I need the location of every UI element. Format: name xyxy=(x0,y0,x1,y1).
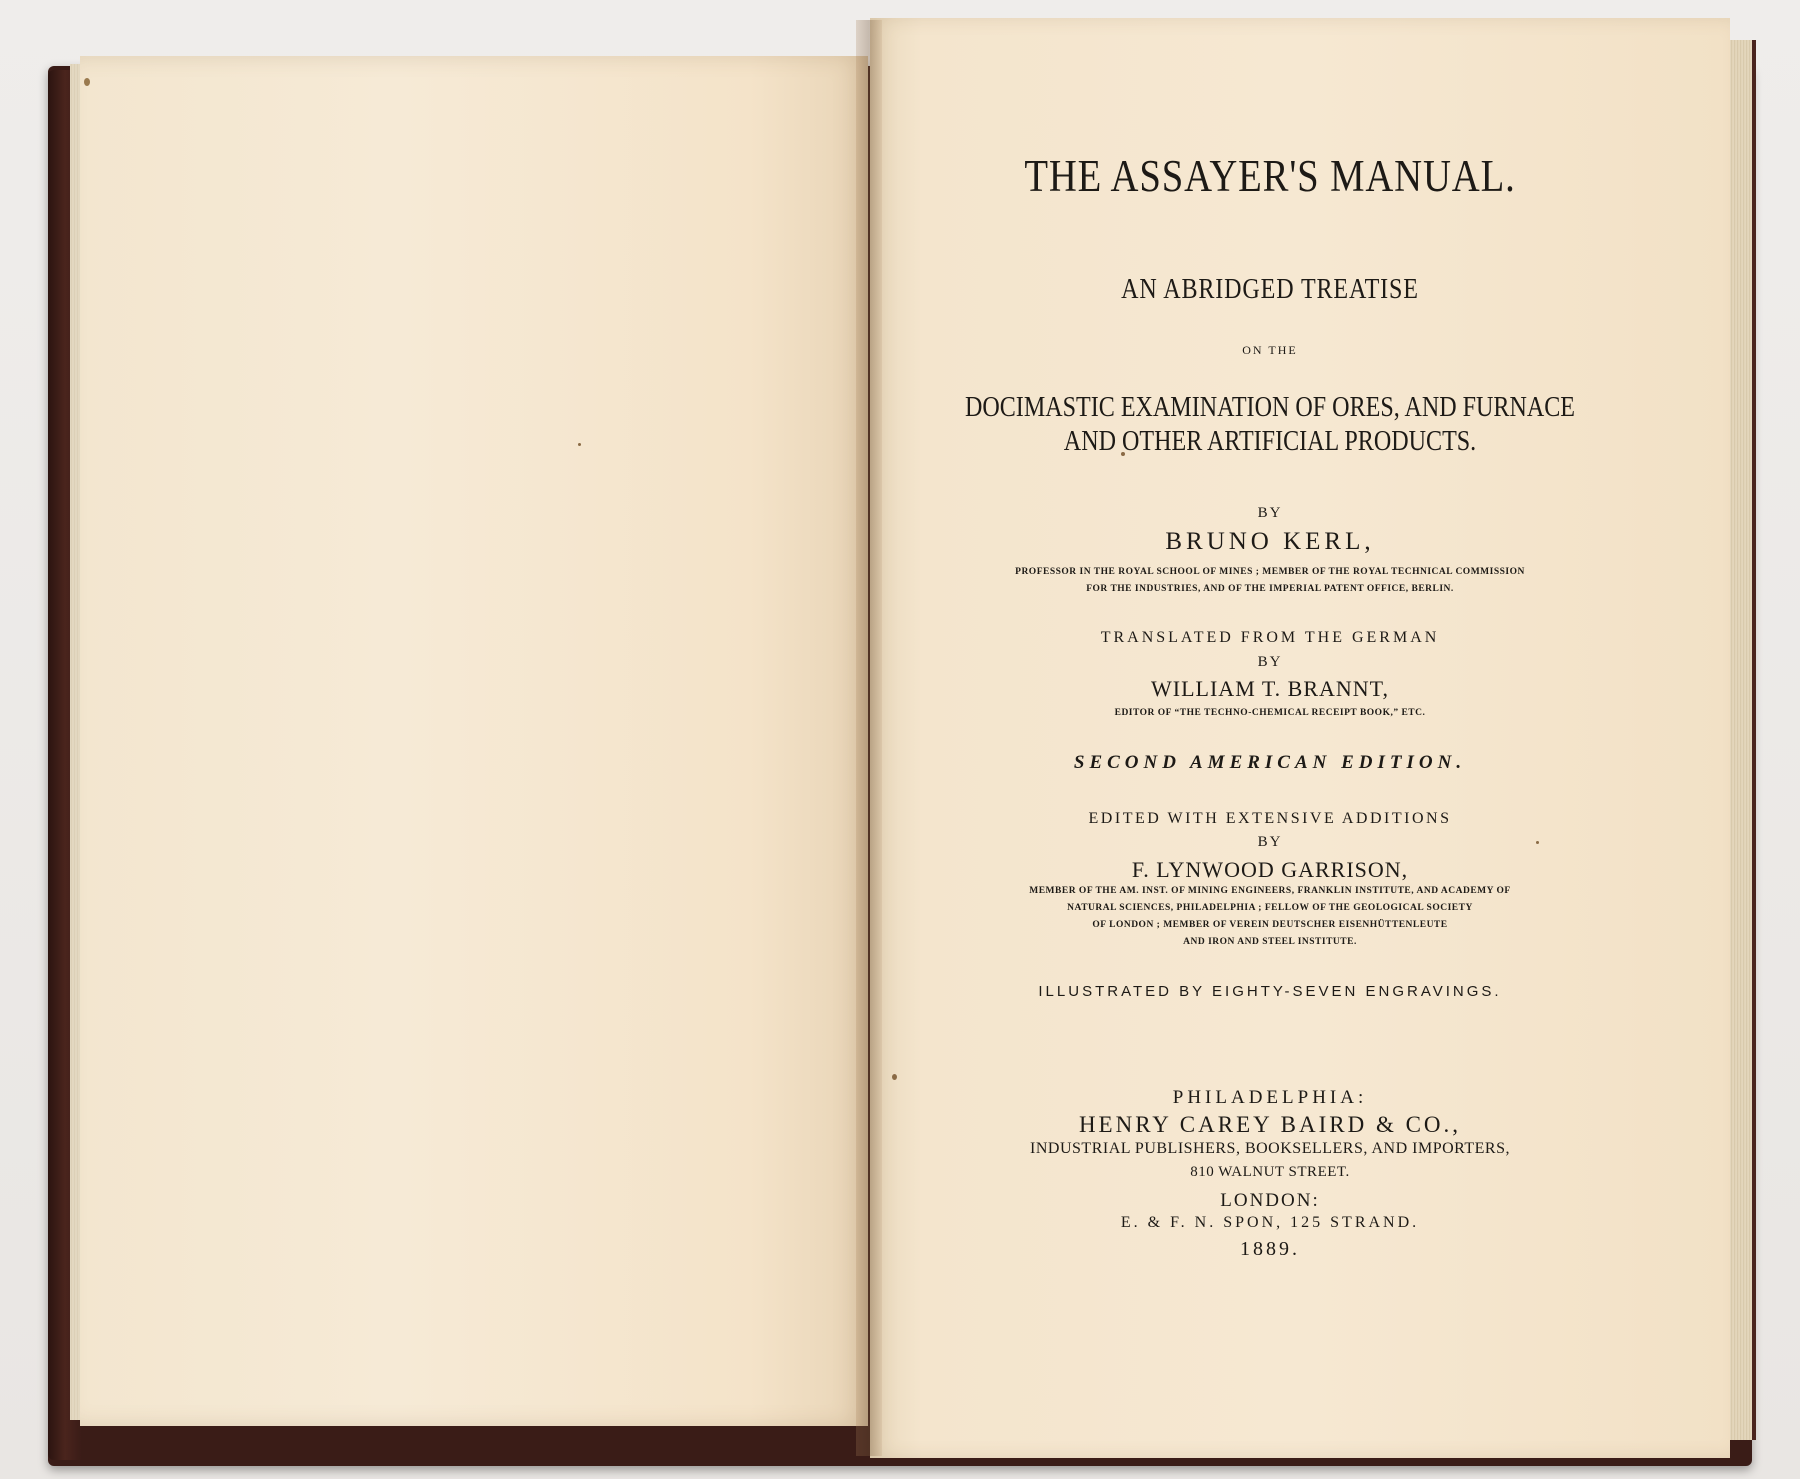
editor-credentials-2: NATURAL SCIENCES, PHILADELPHIA ; FELLOW OF THE GEOLOGICAL SOCIETY xyxy=(1067,903,1473,913)
publication-year: 1889. xyxy=(1240,1238,1300,1260)
author-credentials-1: PROFESSOR IN THE ROYAL SCHOOL OF MINES ; MEMBER OF THE ROYAL TECHNICAL COMMISSION xyxy=(1015,567,1525,577)
author-name: BRUNO KERL, xyxy=(1165,528,1375,555)
imprint-place: PHILADELPHIA: xyxy=(1172,1087,1368,1108)
paper-speck xyxy=(84,78,90,86)
translator-credentials: EDITOR OF “THE TECHNO-CHEMICAL RECEIPT BOOK,” ETC. xyxy=(1114,708,1426,718)
by-author: BY xyxy=(1257,505,1283,521)
editor-credentials-3: OF LONDON ; MEMBER OF VEREIN DEUTSCHER EISENHÜTTENLEUTE xyxy=(1092,920,1448,930)
london-place: LONDON: xyxy=(1220,1190,1320,1211)
by-editor: BY xyxy=(1257,834,1283,850)
author-credentials-2: FOR THE INDUSTRIES, AND OF THE IMPERIAL PATENT OFFICE, BERLIN. xyxy=(1086,584,1454,594)
publisher-address: 810 WALNUT STREET. xyxy=(1190,1164,1350,1180)
subject-line-2: AND OTHER ARTIFICIAL PRODUCTS. xyxy=(1063,426,1477,457)
editor-credentials-4: AND IRON AND STEEL INSTITUTE. xyxy=(1183,937,1357,947)
edition-statement: SECOND AMERICAN EDITION. xyxy=(1073,752,1467,773)
translator-name: WILLIAM T. BRANNT, xyxy=(1151,676,1389,701)
publisher-description: INDUSTRIAL PUBLISHERS, BOOKSELLERS, AND IMPORTERS, xyxy=(1030,1140,1510,1157)
london-publisher: E. & F. N. SPON, 125 STRAND. xyxy=(1120,1214,1420,1231)
on-the-text: ON THE xyxy=(1242,343,1298,357)
book-subtitle: AN ABRIDGED TREATISE xyxy=(1121,274,1419,305)
illustration-note: ILLUSTRATED BY EIGHTY-SEVEN ENGRAVINGS. xyxy=(1038,983,1502,1000)
subject-line-1: DOCIMASTIC EXAMINATION OF ORES, AND FURNACE xyxy=(964,392,1576,423)
book-title: THE ASSAYER'S MANUAL. xyxy=(1024,151,1516,201)
translated-from: TRANSLATED FROM THE GERMAN xyxy=(1100,629,1440,646)
editor-name: F. LYNWOOD GARRISON, xyxy=(1131,857,1409,882)
paper-speck xyxy=(578,443,581,446)
publisher-name: HENRY CAREY BAIRD & CO., xyxy=(1078,1112,1462,1137)
editor-credentials-1: MEMBER OF THE AM. INST. OF MINING ENGINEERS, FRANKLIN INSTITUTE, AND ACADEMY OF xyxy=(1029,886,1511,896)
left-blank-page xyxy=(80,56,868,1426)
by-translator: BY xyxy=(1257,654,1283,670)
paper-speck xyxy=(892,1074,897,1080)
edited-with: EDITED WITH EXTENSIVE ADDITIONS xyxy=(1088,810,1452,827)
